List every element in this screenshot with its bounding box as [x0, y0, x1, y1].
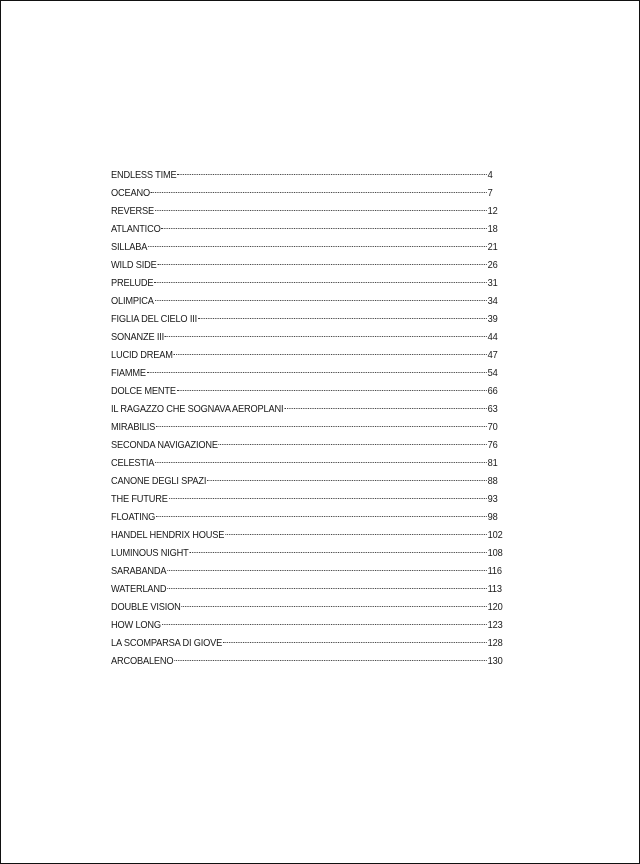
- toc-entry: [111, 616, 503, 634]
- toc-entry-title: FLOATING: [111, 511, 156, 523]
- toc-entry-title: SONANZE III: [111, 331, 165, 343]
- toc-entry-title: ARCOBALENO: [111, 655, 174, 667]
- toc-entry-title: MIRABILIS: [111, 421, 156, 433]
- toc-entry: [111, 346, 503, 364]
- toc-entry: [111, 292, 503, 310]
- toc-entry: [111, 544, 503, 562]
- toc-entry-page: 88: [487, 475, 498, 487]
- toc-entry: [111, 382, 503, 400]
- toc-dot-leader: [174, 354, 487, 355]
- toc-entry: [111, 526, 503, 544]
- toc-dot-leader: [165, 336, 487, 337]
- toc-entry-page: 113: [487, 583, 502, 595]
- toc-entry-page: 26: [487, 259, 498, 271]
- toc-entry-page: 102: [487, 529, 503, 541]
- toc-entry-page: 116: [487, 565, 502, 577]
- toc-entry: [111, 256, 503, 274]
- toc-entry: [111, 238, 503, 256]
- toc-dot-leader: [167, 570, 486, 571]
- toc-entry-page: 7: [487, 187, 493, 199]
- toc-entry-title: THE FUTURE: [111, 493, 168, 505]
- toc-entry-title: ENDLESS TIME: [111, 169, 177, 181]
- toc-dot-leader: [190, 552, 487, 553]
- toc-dot-leader: [225, 534, 487, 535]
- toc-entry-page: 47: [487, 349, 498, 361]
- table-of-contents: [111, 166, 504, 670]
- toc-entry-title: LA SCOMPARSA DI GIOVE: [111, 637, 223, 649]
- toc-entry-page: 54: [487, 367, 498, 379]
- toc-entry-title: SILLABA: [111, 241, 148, 253]
- toc-entry-page: 130: [487, 655, 503, 667]
- toc-dot-leader: [155, 300, 487, 301]
- toc-entry-page: 44: [487, 331, 498, 343]
- toc-entry-page: 123: [487, 619, 503, 631]
- toc-entry-title: CELESTIA: [111, 457, 155, 469]
- toc-entry-page: 120: [487, 601, 503, 613]
- toc-entry: [111, 328, 503, 346]
- toc-dot-leader: [161, 228, 486, 229]
- toc-dot-leader: [198, 318, 487, 319]
- toc-dot-leader: [156, 426, 487, 427]
- toc-entry: [111, 220, 503, 238]
- toc-entry-page: 21: [487, 241, 498, 253]
- toc-dot-leader: [284, 408, 487, 409]
- toc-entry-page: 108: [487, 547, 503, 559]
- toc-entry-title: DOUBLE VISION: [111, 601, 181, 613]
- toc-entry: [111, 274, 503, 292]
- toc-entry-title: SARABANDA: [111, 565, 167, 577]
- toc-entry: [111, 184, 503, 202]
- toc-entry-page: 12: [487, 205, 498, 217]
- toc-entry: [111, 364, 503, 382]
- toc-entry-page: 4: [487, 169, 493, 181]
- toc-entry: [111, 508, 503, 526]
- toc-entry-title: ATLANTICO: [111, 223, 161, 235]
- toc-entry-page: 18: [487, 223, 498, 235]
- toc-dot-leader: [147, 372, 487, 373]
- toc-entry: [111, 598, 503, 616]
- toc-entry-title: DOLCE MENTE: [111, 385, 176, 397]
- toc-entry-title: IL RAGAZZO CHE SOGNAVA AEROPLANI: [111, 403, 284, 415]
- toc-entry-title: HOW LONG: [111, 619, 161, 631]
- toc-dot-leader: [177, 390, 487, 391]
- toc-entry-page: 63: [487, 403, 498, 415]
- toc-dot-leader: [177, 174, 486, 175]
- toc-entry-page: 81: [487, 457, 498, 469]
- toc-entry: [111, 472, 503, 490]
- toc-dot-leader: [174, 660, 486, 661]
- toc-entry-title: WILD SIDE: [111, 259, 157, 271]
- toc-entry-page: 76: [487, 439, 498, 451]
- toc-entry-page: 34: [487, 295, 498, 307]
- toc-entry: [111, 634, 503, 652]
- toc-entry: [111, 562, 503, 580]
- toc-entry-title: CANONE DEGLI SPAZI: [111, 475, 207, 487]
- toc-dot-leader: [155, 462, 487, 463]
- toc-dot-leader: [148, 246, 487, 247]
- toc-entry: [111, 166, 503, 184]
- toc-entry: [111, 310, 503, 328]
- toc-entry: [111, 580, 503, 598]
- toc-dot-leader: [219, 444, 487, 445]
- toc-entry-title: OLIMPICA: [111, 295, 154, 307]
- toc-entry-title: OCEANO: [111, 187, 150, 199]
- toc-entry-title: LUMINOUS NIGHT: [111, 547, 189, 559]
- toc-entry: [111, 418, 503, 436]
- toc-dot-leader: [154, 282, 486, 283]
- toc-dot-leader: [156, 516, 487, 517]
- toc-entry-title: PRELUDE: [111, 277, 154, 289]
- toc-entry-page: 70: [487, 421, 498, 433]
- toc-entry-title: FIAMME: [111, 367, 146, 379]
- toc-entry-page: 66: [487, 385, 498, 397]
- toc-entry-page: 98: [487, 511, 498, 523]
- toc-entry-title: SECONDA NAVIGAZIONE: [111, 439, 218, 451]
- toc-entry-page: 31: [487, 277, 498, 289]
- toc-dot-leader: [158, 264, 487, 265]
- toc-entry-title: WATERLAND: [111, 583, 167, 595]
- toc-entry: [111, 436, 503, 454]
- toc-entry-title: HANDEL HENDRIX HOUSE: [111, 529, 225, 541]
- toc-entry: [111, 400, 503, 418]
- toc-dot-leader: [155, 210, 487, 211]
- toc-entry-title: LUCID DREAM: [111, 349, 173, 361]
- toc-entry-page: 128: [487, 637, 503, 649]
- toc-dot-leader: [169, 498, 487, 499]
- toc-entry: [111, 490, 503, 508]
- toc-dot-leader: [167, 588, 486, 589]
- toc-dot-leader: [207, 480, 487, 481]
- toc-dot-leader: [151, 192, 487, 193]
- toc-entry-title: REVERSE: [111, 205, 154, 217]
- toc-dot-leader: [181, 606, 486, 607]
- toc-entry: [111, 202, 503, 220]
- toc-entry-page: 93: [487, 493, 498, 505]
- toc-dot-leader: [223, 642, 487, 643]
- toc-dot-leader: [162, 624, 487, 625]
- toc-entry-page: 39: [487, 313, 498, 325]
- toc-entry-title: FIGLIA DEL CIELO III: [111, 313, 198, 325]
- toc-entry: [111, 652, 503, 670]
- toc-entry: [111, 454, 503, 472]
